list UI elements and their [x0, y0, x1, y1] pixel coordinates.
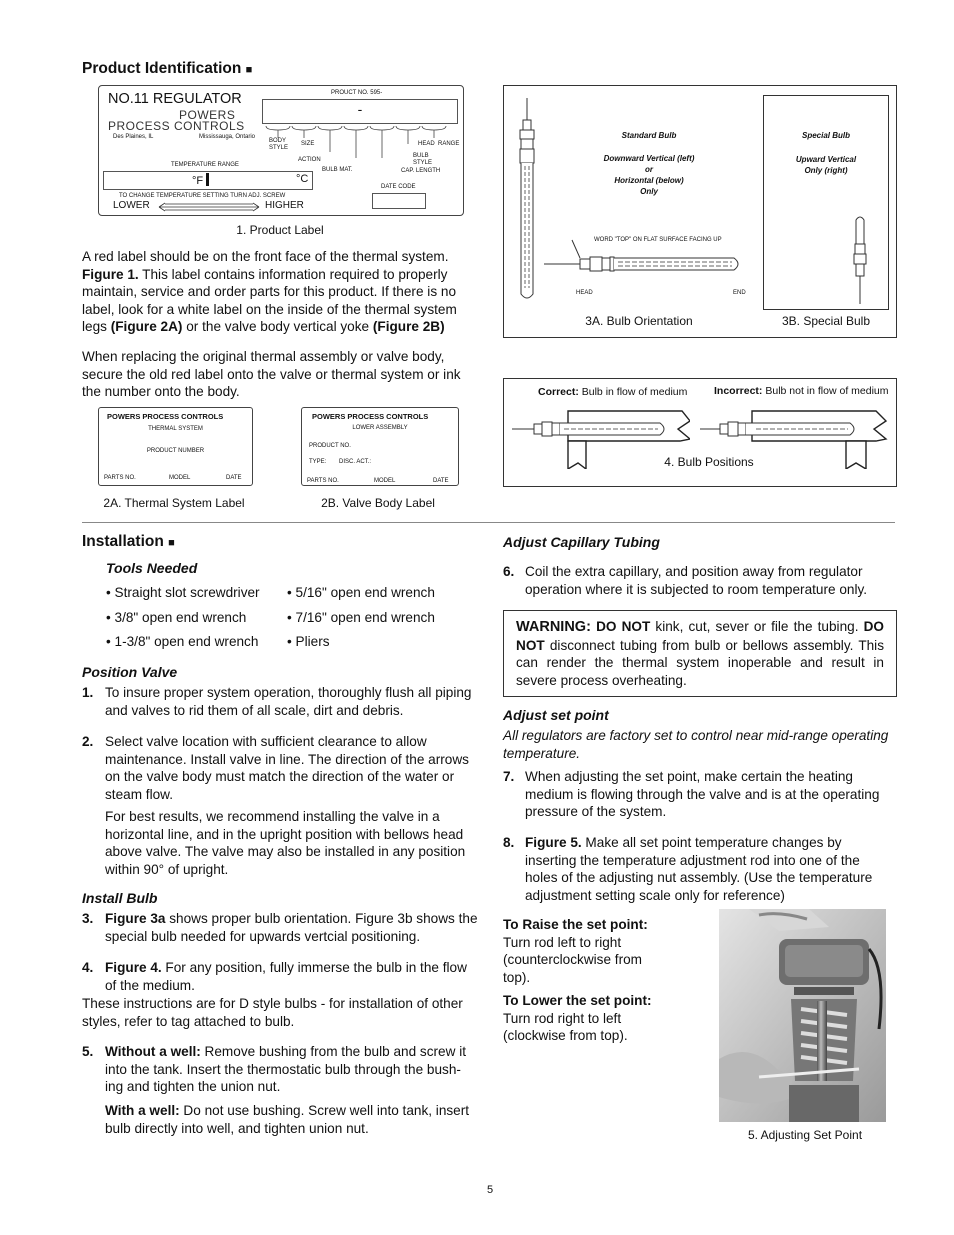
fig5-caption: 5. Adjusting Set Point: [747, 1128, 863, 1142]
correct-label: Correct: Bulb in flow of medium: [538, 386, 688, 398]
label2b-title: POWERS PROCESS CONTROLS: [312, 412, 429, 421]
fig3b-caption: 3B. Special Bulb: [781, 314, 871, 328]
step-7: 7. When adjusting the set point, make certain the heating medium is flowing through the valve and is at the operating pressure of the system.: [503, 769, 880, 819]
label-celsius: °C: [296, 173, 309, 185]
product-label-figure: [98, 85, 464, 216]
label-cap-length: CAP. LENGTH: [401, 168, 441, 174]
label-fahrenheit: °F: [192, 173, 209, 187]
special-bulb-drawing: [848, 214, 872, 304]
step-1: 1. To insure proper system operation, thoroughly flush all piping and valves to rid them of all scale, dirt and debris.: [82, 685, 472, 718]
product-label-paragraph: A red label should be on the front face of the thermal system. Figure 1. This label contains information required to properly maintain, service and order parts for this product. If there is no label, look for a white label on the inside of the thermal system legs (Figure 2A) or the valve body vertical yoke (Figure 2B): [82, 249, 457, 334]
label2a-date: DATE: [226, 475, 242, 481]
label-city2: Mississauga, Ontario: [199, 134, 256, 140]
label2b-date: DATE: [433, 478, 449, 484]
install-bulb-heading: Install Bulb: [82, 890, 158, 906]
label-bulb-style: BULB STYLE: [413, 153, 433, 166]
label-turn-note: TO CHANGE TEMPERATURE SETTING TURN ADJ. SCREW: [119, 193, 286, 199]
lower-set-point: [503, 992, 663, 1045]
label2a-title: POWERS PROCESS CONTROLS: [107, 412, 224, 421]
label-head: HEAD: [418, 141, 435, 147]
raise-heading: To Raise the set point:: [503, 917, 648, 932]
special-bulb-title: Special Bulb: [801, 131, 850, 140]
step-2: 2. Select valve location with sufficient clearance to allow maintenance. Install valve in line. The direction of the arrows on the valve body must match the direction of the water or steam flow.: [82, 734, 469, 802]
label2a-product-number: PRODUCT NUMBER: [146, 448, 205, 454]
position-valve-heading: Position Valve: [82, 664, 178, 680]
raise-set-point: [503, 916, 663, 986]
set-point-intro: All regulators are factory set to control near mid-range operating temperature.: [503, 728, 889, 761]
word-top-note: WORD "TOP" ON FLAT SURFACE FACING UP: [594, 237, 722, 243]
label2a-parts-no: PARTS NO.: [104, 475, 136, 481]
fig3a-caption: 3A. Bulb Orientation: [585, 314, 693, 328]
tool-item: • Pliers: [287, 634, 330, 649]
product-number-box: [262, 99, 458, 124]
lower-heading: To Lower the set point:: [503, 993, 652, 1008]
label-lower: LOWER: [113, 200, 150, 211]
step-8: 8. Figure 5. Make all set point temperature changes by inserting the temperature adjustment rod into one of the holes of the adjusting nut assembly. (Use the temperature adjustment setting scale only for reference): [503, 835, 873, 903]
label-body-style: BODY STYLE: [269, 138, 289, 151]
label2b-sub: LOWER ASSEMBLY: [352, 425, 408, 431]
tool-item: • 3/8" open end wrench: [106, 610, 247, 625]
label-bulb-mat: BULB MAT.: [322, 167, 353, 173]
bulb-end-label: END: [733, 290, 746, 296]
incorrect-label: Incorrect: Bulb not in flow of medium: [714, 385, 889, 397]
step-6: 6. Coil the extra capillary, and position away from regulator operation where it is subjected to room temperature only.: [503, 564, 868, 597]
tool-item: • 1-3/8" open end wrench: [106, 634, 259, 649]
standard-bulb-title: Standard Bulb: [621, 131, 677, 140]
label2b-product-no: PRODUCT NO.: [309, 443, 351, 449]
special-bulb-description: Upward Vertical Only (right): [795, 155, 857, 175]
label-temperature-range: TEMPERATURE RANGE: [171, 162, 239, 168]
fig4-caption: 4. Bulb Positions: [664, 455, 754, 469]
fig2b-caption: 2B. Valve Body Label: [321, 496, 435, 510]
standard-bulb-description: Downward Vertical (left) or Horizontal (below) Only: [603, 154, 695, 196]
label-size: SIZE: [301, 141, 315, 147]
tool-item: • 5/16" open end wrench: [287, 585, 435, 600]
horizontal-bulb-drawing: [544, 236, 744, 276]
label-city1: Des Plaines, IL: [113, 134, 154, 140]
fig1-caption: 1. Product Label: [236, 223, 324, 237]
step-2-recommendation: For best results, we recommend installing the valve in a horizontal line, and in the upright position with bellows head above valve. The valve may also be installed in any position within 90° of upright.: [105, 809, 466, 877]
temperature-range-box: [103, 171, 313, 190]
replacement-paragraph: When replacing the original thermal assembly or valve body, secure the old red label onto the valve or thermal system or ink the number onto the body.: [82, 349, 461, 399]
adjust-set-point-heading: Adjust set point: [503, 707, 609, 723]
step-4: 4. Figure 4. For any position, fully immerse the bulb in the flow of the medium.: [82, 960, 467, 993]
vertical-bulb-drawing: [512, 98, 542, 306]
step-3: 3. Figure 3a shows proper bulb orientation. Figure 3b shows the special bulb needed for upwards vertcial positioning.: [82, 911, 478, 944]
raise-text: Turn rod left to right (counterclockwise from top).: [503, 934, 642, 985]
page-number: 5: [486, 1184, 494, 1196]
label-product-no: PROUCT NO. 595-: [331, 90, 383, 96]
label-higher: HIGHER: [265, 200, 304, 211]
tool-item: • 7/16" open end wrench: [287, 610, 435, 625]
product-number-dash: -: [357, 101, 363, 117]
date-code-box: [372, 193, 426, 209]
step-5: 5. Without a well: Remove bushing from the bulb and screw it into the tank. Insert the thermostatic bulb through the bush-ing and tighten the union nut.: [82, 1044, 466, 1094]
label-date-code: DATE CODE: [381, 184, 416, 190]
label2a-sub: THERMAL SYSTEM: [148, 426, 203, 432]
label-range: RANGE: [438, 141, 460, 147]
bulb-positions-figure: [503, 378, 897, 487]
fig2a-caption: 2A. Thermal System Label: [103, 496, 245, 510]
tools-needed-heading: Tools Needed: [106, 560, 198, 576]
warning-box: [503, 610, 897, 697]
product-identification-heading: Product Identification ■: [82, 60, 253, 77]
adjust-capillary-heading: Adjust Capillary Tubing: [503, 534, 660, 550]
bulb-orientation-figure: [503, 85, 897, 338]
special-bulb-box: [763, 95, 889, 310]
label-action: ACTION: [298, 157, 321, 163]
double-arrow-icon: [155, 202, 263, 212]
label-brand1: POWERS: [179, 108, 236, 122]
label2b-type: TYPE:: [309, 459, 327, 465]
bulb-head-label: HEAD: [576, 290, 593, 296]
warning-text: WARNING: DO NOT kink, cut, sever or file the tubing. DO NOT disconnect tubing from bulb or bellows assembly. This can render the thermal system inoperable and result in severe process overheating.: [516, 619, 884, 688]
label2b-model: MODEL: [374, 478, 396, 484]
label-title: NO.11 REGULATOR: [108, 91, 242, 107]
step-5-with-well: With a well: Do not use bushing. Screw well into tank, insert bulb directly into well, and tighten union nut.: [105, 1103, 470, 1136]
thermal-system-label-figure: [98, 407, 253, 486]
valve-body-label-figure: [301, 407, 459, 486]
regulator-photo-illustration: [719, 909, 886, 1122]
label-brand2: PROCESS CONTROLS: [108, 119, 245, 133]
section-divider: [82, 522, 895, 523]
label2b-disc: DISC. ACT.:: [339, 459, 372, 465]
d-style-note: These instructions are for D style bulbs - for installation of other styles, refer to tag attached to bulb.: [82, 996, 463, 1029]
lower-text: Turn rod right to left (clockwise from top).: [503, 1010, 628, 1043]
adjusting-set-point-photo: [719, 909, 886, 1122]
installation-heading: Installation ■: [82, 533, 175, 550]
tool-item: • Straight slot screwdriver: [106, 585, 260, 600]
label2b-parts-no: PARTS NO.: [307, 478, 339, 484]
label2a-model: MODEL: [169, 475, 191, 481]
